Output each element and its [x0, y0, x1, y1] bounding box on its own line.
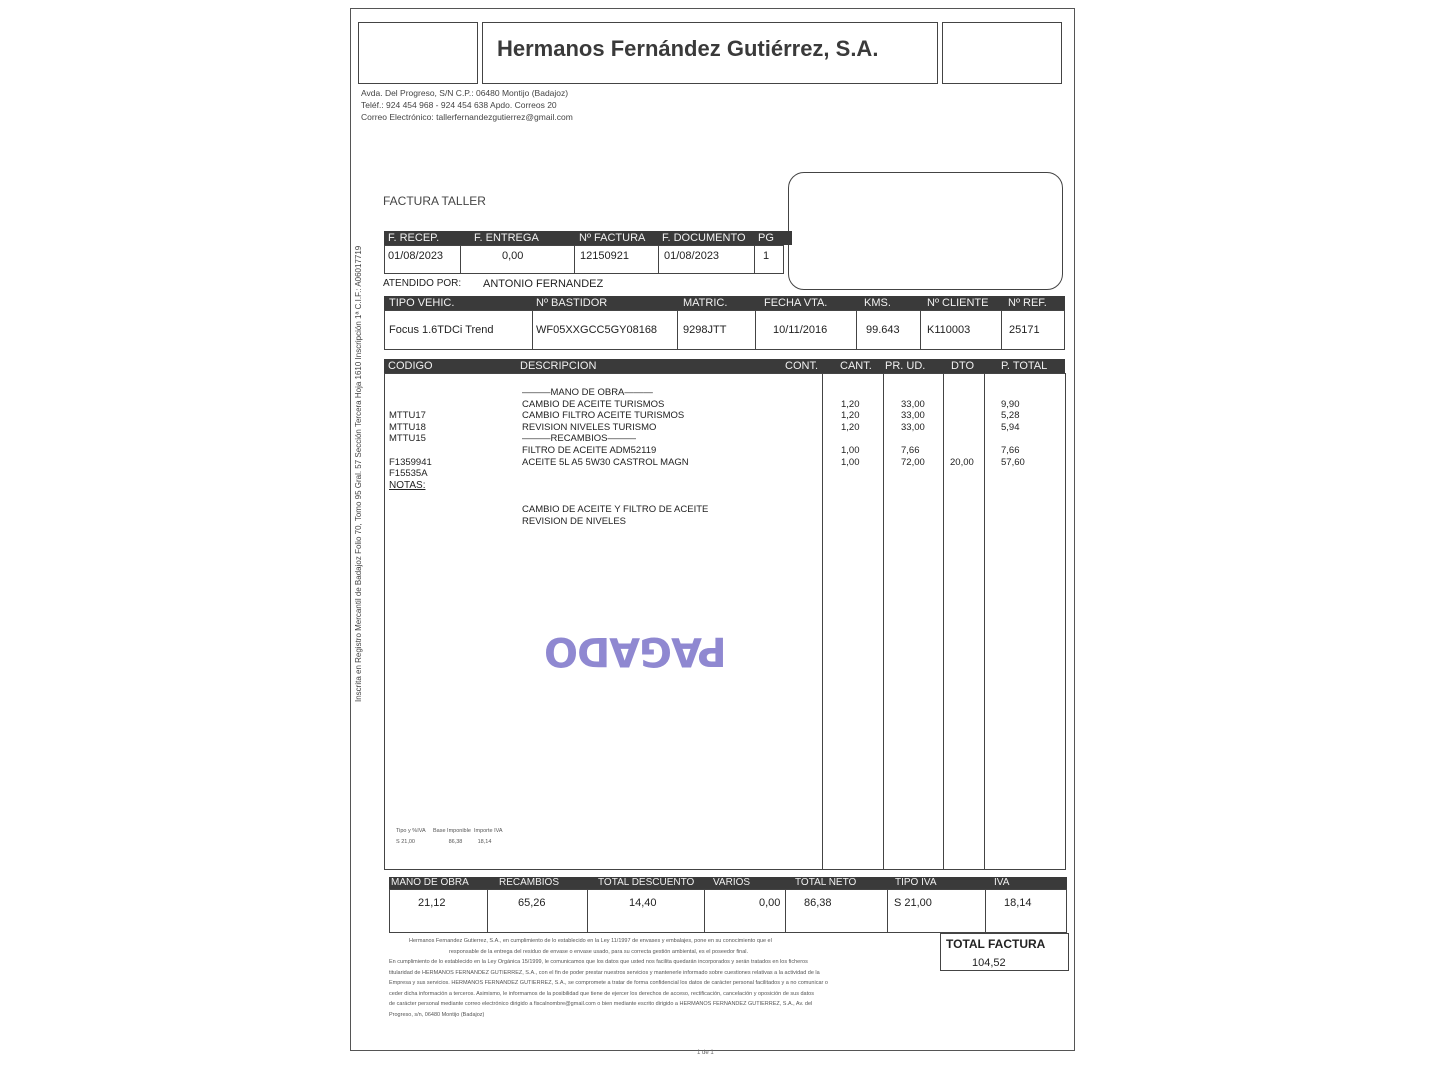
divider: [704, 889, 705, 933]
divider: [755, 310, 756, 350]
divider: [754, 245, 755, 274]
attended-by-value: ANTONIO FERNANDEZ: [483, 278, 604, 290]
company-name: Hermanos Fernández Gutiérrez, S.A.: [497, 36, 879, 61]
label-tipo-vehic: TIPO VEHIC.: [389, 297, 455, 309]
page-number: 1 de 1: [697, 1050, 714, 1056]
label-dto: DTO: [951, 360, 975, 372]
label-matric: MATRIC.: [683, 297, 728, 309]
label-pr-ud: PR. UD.: [885, 360, 926, 372]
line-discounts: 20,00: [950, 456, 974, 468]
value-pg: 1: [763, 250, 770, 262]
value-n-factura: 12150921: [580, 250, 629, 262]
label-n-cliente: Nº CLIENTE: [927, 297, 989, 309]
divider: [487, 889, 488, 933]
legal-line: Progreso, s/n, 06480 Montijo (Badajoz): [389, 1011, 485, 1018]
divider: [587, 889, 588, 933]
line-quantities: 1,20 1,20 1,20 1,00 1,00: [841, 398, 860, 468]
label-kms: KMS.: [864, 297, 891, 309]
value-iva: 18,14: [1004, 897, 1032, 909]
legal-line: Hermanos Fernandez Gutierrez, S.A., en cumplimiento de lo establecido en la Ley 11/1997 de envases y embalajes, pone en su conocimiento que el: [409, 938, 772, 944]
tax-summary-values: S 21,00 86,38 18,14: [396, 838, 492, 845]
value-fecha-vta: 10/11/2016: [773, 324, 828, 336]
divider: [856, 310, 857, 350]
legal-line: responsable de la entrega del residuo de envase o envase usado, para su correcta gestión ambiental, es el poseedor final.: [449, 948, 749, 955]
attended-by-label: ATENDIDO POR:: [383, 278, 462, 289]
label-total-neto: TOTAL NETO: [795, 877, 857, 888]
label-varios: VARIOS: [713, 877, 751, 888]
divider: [574, 245, 575, 274]
value-f-entrega: 0,00: [502, 250, 524, 262]
invoice-header-bar: [384, 231, 792, 245]
label-n-ref: Nº REF.: [1008, 297, 1047, 309]
value-total-neto: 86,38: [804, 897, 832, 909]
address-line: Avda. Del Progreso, S/N C.P.: 06480 Montijo (Badajoz): [361, 88, 569, 98]
notes-text: CAMBIO DE ACEITE Y FILTRO DE ACEITE REVISION DE NIVELES: [522, 504, 709, 527]
grand-total-label: TOTAL FACTURA: [946, 937, 1046, 951]
registry-text: Inscrita en Registro Mercantil de Badajoz Folio 70, Tomo 95 Gral. 57 Sección Tercera Hoja 1610 Inscripción 1ª C.I.F.: A06017719: [354, 245, 363, 702]
value-varios: 0,00: [759, 897, 781, 909]
value-mano-de-obra: 21,12: [418, 897, 446, 909]
divider: [920, 310, 921, 350]
grand-total-value: 104,52: [972, 957, 1006, 969]
label-pg: PG: [758, 232, 774, 244]
value-total-descuento: 14,40: [629, 897, 657, 909]
divider: [1001, 310, 1002, 350]
company-address: [361, 87, 573, 123]
divider: [985, 889, 986, 933]
legal-line: Empresa y sus servicios. HERMANOS FERNANDEZ GUTIERREZ, S.A., se compromete a tratar de forma confidencial los datos de carácter personal facilitados y a no comunicar o: [389, 980, 828, 986]
value-f-recep: 01/08/2023: [388, 250, 444, 262]
divider: [460, 245, 461, 274]
legal-line: titularidad de HERMANOS FERNANDEZ GUTIERREZ, S.A., con el fin de poder prestar nuestros servicios y mantenerle informado sobre cuestiones relativas a la actividad de la: [389, 969, 820, 976]
divider: [984, 373, 985, 870]
label-p-total: P. TOTAL: [1001, 360, 1048, 372]
value-matric: 9298JTT: [683, 324, 727, 336]
label-cont: CONT.: [785, 360, 818, 372]
value-n-bastidor: WF05XXGCC5GY08168: [536, 324, 658, 336]
legal-line: ceder dicha información a terceros. Asimismo, le informamos de la posibilidad que tiene de ejercer los derechos de acceso, rectificación, cancelación y oposición de sus datos: [389, 990, 814, 997]
document-type: FACTURA TALLER: [383, 194, 486, 208]
divider: [887, 889, 888, 933]
paid-stamp: PAGADO: [545, 628, 727, 674]
divider: [658, 245, 659, 274]
value-f-documento: 01/08/2023: [664, 250, 720, 262]
value-tipo-iva: S 21,00: [894, 897, 932, 909]
phone-line: Teléf.: 924 454 968 - 924 454 638 Apdo. Correos 20: [361, 100, 557, 110]
label-recambios: RECAMBIOS: [499, 877, 560, 888]
label-iva: IVA: [994, 877, 1010, 888]
label-f-recep: F. RECEP.: [388, 232, 440, 244]
label-cant: CANT.: [840, 360, 872, 372]
legal-line: de carácter personal mediante correo electrónico dirigido a fiscalnombre@gmail.com o bien mediante escrito dirigido a HERMANOS FERNANDEZ GUTIERREZ, S.A., Av. del: [389, 1001, 813, 1007]
customer-address-box: [788, 172, 1063, 290]
value-recambios: 65,26: [518, 897, 546, 909]
label-fecha-vta: FECHA VTA.: [764, 297, 828, 309]
line-unit-prices: 33,00 33,00 33,00 7,66 72,00: [901, 398, 925, 468]
legal-text: [389, 936, 937, 1020]
label-f-documento: F. DOCUMENTO: [662, 232, 746, 244]
value-n-ref: 25171: [1009, 324, 1040, 336]
label-total-descuento: TOTAL DESCUENTO: [598, 877, 695, 888]
logo-box-right: [942, 22, 1062, 84]
email-line: Correo Electrónico: tallerfernandezgutierrez@gmail.com: [361, 112, 573, 122]
vehicle-header-bar: [384, 296, 1065, 310]
totals-values: [389, 889, 1067, 933]
tax-summary-labels: Tipo y %IVA Base Imponible Importe IVA: [396, 828, 503, 834]
divider: [822, 373, 823, 870]
label-descripcion: DESCRIPCION: [520, 360, 597, 372]
value-tipo-vehic: Focus 1.6TDCi Trend: [389, 324, 494, 336]
divider: [532, 310, 533, 350]
label-mano-de-obra: MANO DE OBRA: [391, 877, 469, 888]
legal-line: En cumplimiento de lo establecido en la Ley Orgánica 15/1999, le comunicamos que los datos que usted nos facilita quedarán incorporados y serán tratados en los ficheros: [389, 959, 808, 965]
logo-box-left: [358, 22, 478, 84]
label-n-factura: Nº FACTURA: [579, 232, 646, 244]
label-f-entrega: F. ENTREGA: [474, 232, 539, 244]
totals-header-bar: [389, 877, 1067, 889]
tax-summary: [396, 826, 503, 847]
divider: [883, 373, 884, 870]
line-codes: MTTU17 MTTU18 MTTU15 F1359941 F15535A: [389, 410, 432, 480]
lines-header-bar: [384, 359, 1065, 373]
value-n-cliente: K110003: [927, 324, 971, 336]
line-totals: 9,90 5,28 5,94 7,66 57,60: [1001, 398, 1025, 468]
label-tipo-iva: TIPO IVA: [895, 877, 937, 888]
value-kms: 99.643: [866, 324, 900, 336]
divider: [943, 373, 944, 870]
label-codigo: CODIGO: [388, 360, 433, 372]
divider: [785, 889, 786, 933]
divider: [677, 310, 678, 350]
notes-label: NOTAS:: [389, 480, 426, 491]
label-n-bastidor: Nº BASTIDOR: [536, 297, 608, 309]
line-descriptions: ———MANO DE OBRA——— CAMBIO DE ACEITE TURISMOS CAMBIO FILTRO ACEITE TURISMOS REVISION NIVELES TURISMO ———RECAMBIOS——— FILTRO DE ACEITE ADM52119 ACEITE 5L A5 5W30 CASTROL MAGN: [522, 387, 689, 468]
